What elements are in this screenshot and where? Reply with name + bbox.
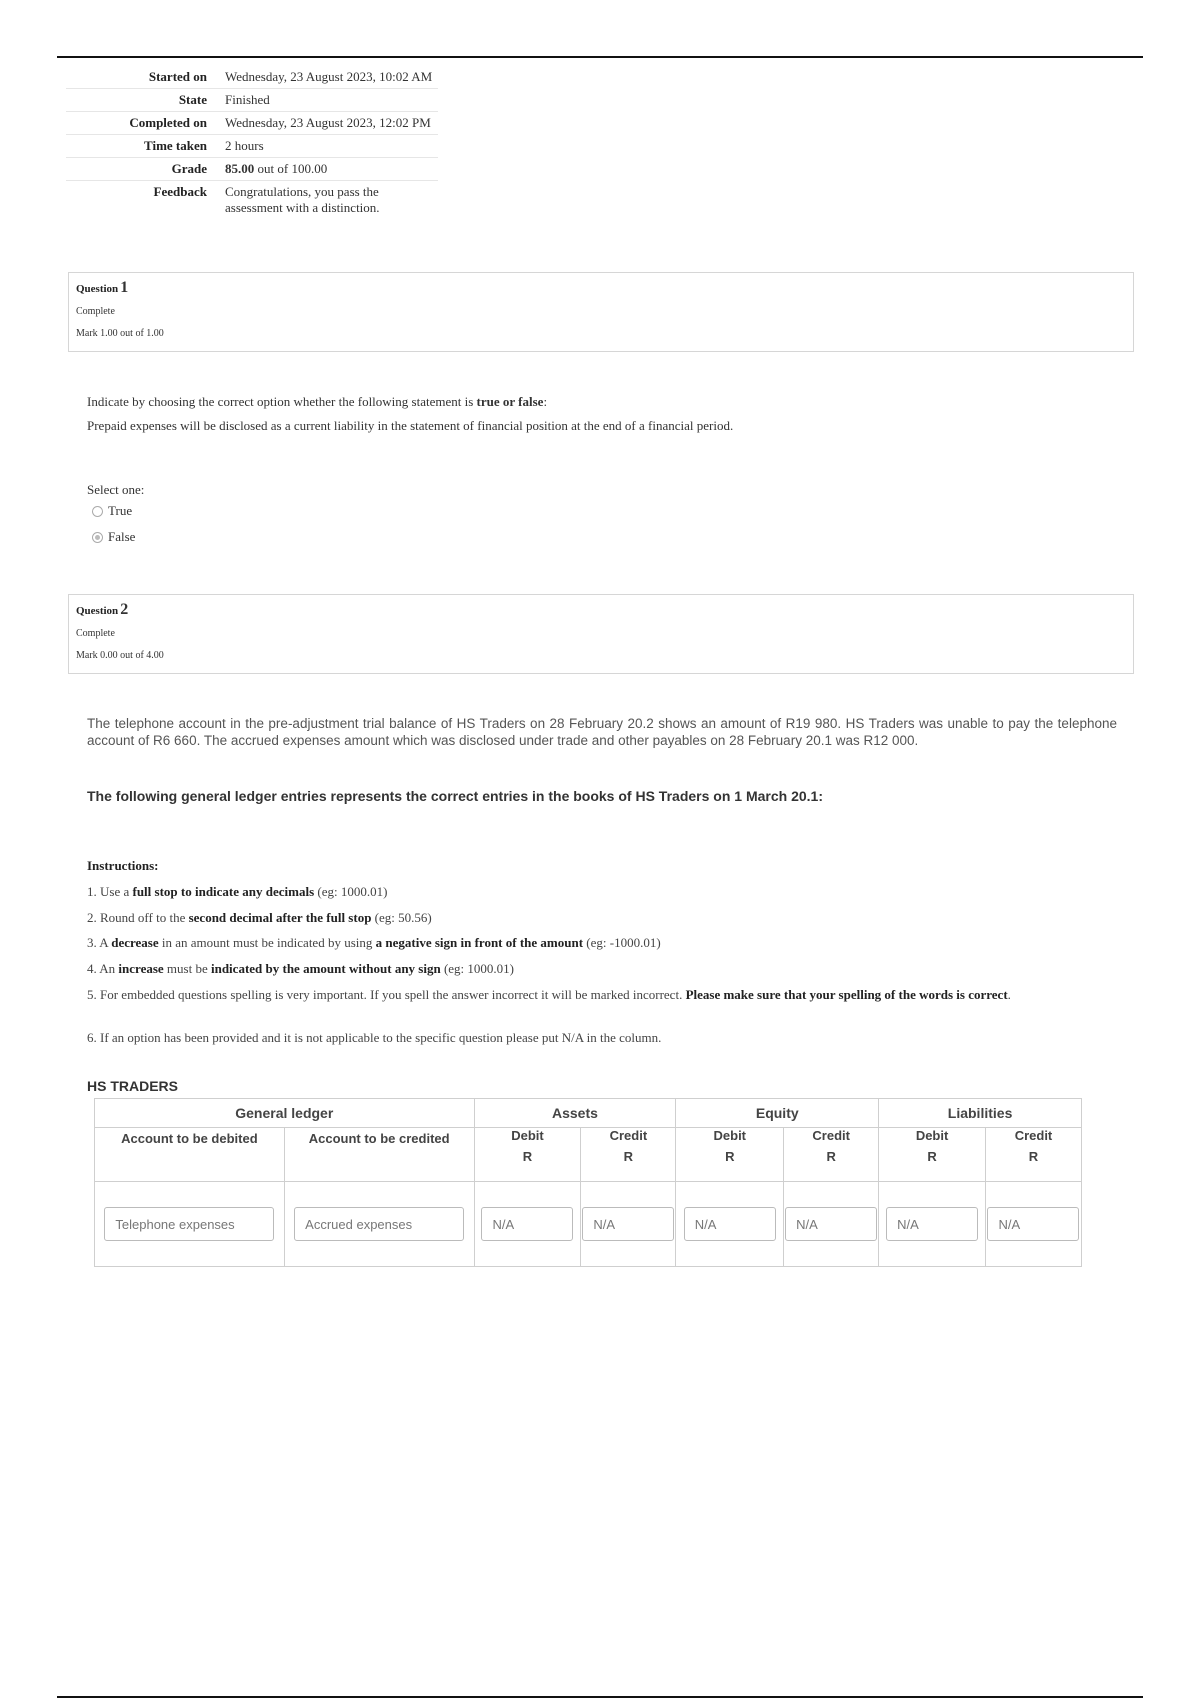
top-rule [57,56,1143,58]
currency-label: R [927,1149,937,1164]
instr-bold: increase [118,961,164,976]
cell-equity-credit [784,1182,879,1267]
header-liabilities: Liabilities [879,1099,1082,1128]
cell-account-credited [284,1182,474,1267]
instr-text: 2. Round off to the [87,910,189,925]
instr-text: 4. An [87,961,119,976]
header-equity-debit [676,1128,784,1182]
summary-label: Started on [148,69,207,84]
instr-text: (eg: 50.56) [371,910,432,925]
ledger-table-title: HS TRADERS [87,1078,179,1094]
credit-label: Credit [609,1128,648,1143]
question-label: Question [76,605,119,617]
account-credited-input[interactable] [294,1207,464,1241]
question-1-info [68,272,1134,352]
header-assets-debit [474,1128,581,1182]
header-assets-credit [581,1128,676,1182]
q1-option-false[interactable] [92,529,135,545]
q1-prompt-suffix: : [543,394,548,409]
q2-bold-line: The following general ledger entries represents the correct entries in the books of HS Traders on 1 March 20.1: [87,788,823,804]
header-general-ledger: General ledger [95,1099,475,1128]
q1-prompt [87,394,547,410]
q1-prompt-bold: true or false [476,394,544,409]
question-number: 2 [120,601,129,618]
currency-label: R [826,1149,836,1164]
question-number: 1 [120,279,129,296]
equity-debit-input[interactable] [684,1207,776,1241]
bottom-rule [57,1696,1143,1698]
summary-row-started [66,66,438,89]
header-account-credited: Account to be credited [284,1128,474,1182]
instr-text: (eg: 1000.01) [314,884,388,899]
instr-bold: decrease [111,935,159,950]
currency-label: R [522,1149,533,1164]
summary-value: Congratulations, you pass the assessment with a distinction. [225,184,380,215]
summary-value: Wednesday, 23 August 2023, 12:02 PM [225,115,431,130]
credit-label: Credit [812,1128,850,1143]
assets-credit-input[interactable] [582,1207,674,1241]
instr-bold: a negative sign in front of the amount [375,935,584,950]
instr-bold: indicated by the amount without any sign [210,961,441,976]
instructions-title: Instructions: [87,858,159,873]
grade-score: 85.00 [225,161,255,176]
attempt-summary-table [66,66,438,219]
currency-label: R [1028,1149,1039,1164]
summary-value: Wednesday, 23 August 2023, 10:02 AM [225,69,433,84]
summary-label: Time taken [144,138,207,153]
equity-credit-input[interactable] [785,1207,877,1241]
instr-text: 3. A [87,935,112,950]
option-label: True [108,503,133,518]
header-equity: Equity [676,1099,879,1128]
summary-value: 2 hours [225,138,264,153]
radio-checked-icon[interactable] [92,532,103,543]
instruction-5 [87,987,1087,1003]
summary-row-feedback [66,181,438,220]
cell-assets-debit [474,1182,581,1267]
liabilities-debit-input[interactable] [886,1207,978,1241]
summary-label: Completed on [129,115,207,130]
instruction-4 [87,961,1087,977]
question-state: Complete [76,306,115,317]
question-mark: Mark 0.00 out of 4.00 [76,650,164,661]
debit-label: Debit [915,1128,949,1143]
debit-label: Debit [511,1128,544,1143]
cell-assets-credit [581,1182,676,1267]
question-2-info [68,594,1134,674]
option-label: False [108,529,136,544]
header-assets: Assets [474,1099,676,1128]
summary-row-state [66,89,438,112]
instruction-2 [87,910,1087,926]
q1-select-label: Select one: [87,482,145,497]
q2-paragraph: The telephone account in the pre-adjustment trial balance of HS Traders on 28 February 20.2 shows an amount of R19 980. HS Traders was unable to pay the telephone account of R6 660. The accrued expenses amount which was disclosed under trade and other payables on 28 February 20.1 was R12 000. [87,716,1117,748]
summary-label: State [178,92,207,107]
debit-label: Debit [713,1128,747,1143]
q1-statement: Prepaid expenses will be disclosed as a current liability in the statement of financial position at the end of a financial period. [87,418,734,433]
currency-label: R [725,1149,735,1164]
summary-row-time-taken [66,135,438,158]
question-state: Complete [76,628,115,639]
account-debited-input[interactable] [104,1207,274,1241]
summary-value: Finished [225,92,270,107]
instruction-3 [87,935,1087,951]
q1-option-true[interactable] [92,503,132,519]
currency-label: R [623,1149,634,1164]
instr-text: (eg: -1000.01) [583,935,661,950]
instr-bold: second decimal after the full stop [188,910,372,925]
summary-label: Feedback [153,184,207,199]
summary-label: Grade [171,161,207,176]
summary-value [221,158,438,181]
instr-text: must be [163,961,211,976]
cell-equity-debit [676,1182,784,1267]
liabilities-credit-input[interactable] [987,1207,1079,1241]
header-account-debited: Account to be debited [95,1128,285,1182]
instr-bold: full stop to indicate any decimals [132,884,315,899]
summary-row-completed [66,112,438,135]
instruction-1 [87,884,1087,900]
ledger-table [94,1098,1082,1267]
cell-liabilities-credit [985,1182,1081,1267]
cell-account-debited [95,1182,285,1267]
instr-text: (eg: 1000.01) [440,961,514,976]
q1-prompt-text: Indicate by choosing the correct option whether the following statement is [87,394,477,409]
credit-label: Credit [1014,1128,1053,1143]
instr-text: in an amount must be indicated by using [158,935,376,950]
instr-bold: Please make sure that your spelling of the words is correct [685,987,1008,1002]
assets-debit-input[interactable] [481,1207,573,1241]
question-label: Question [76,283,119,295]
grade-total: out of 100.00 [254,161,328,176]
instr-text: 5. For embedded questions spelling is very important. If you spell the answer incorrect it will be marked incorrect. [87,987,686,1002]
header-liabilities-credit [985,1128,1081,1182]
header-liabilities-debit [879,1128,986,1182]
instr-text: . [1007,987,1011,1002]
instruction-6: 6. If an option has been provided and it is not applicable to the specific question please put N/A in the column. [87,1030,662,1045]
summary-row-grade [66,158,438,181]
instr-text: 1. Use a [87,884,133,899]
header-equity-credit [784,1128,879,1182]
radio-unchecked-icon[interactable] [92,506,103,517]
question-mark: Mark 1.00 out of 1.00 [76,328,164,339]
cell-liabilities-debit [879,1182,986,1267]
